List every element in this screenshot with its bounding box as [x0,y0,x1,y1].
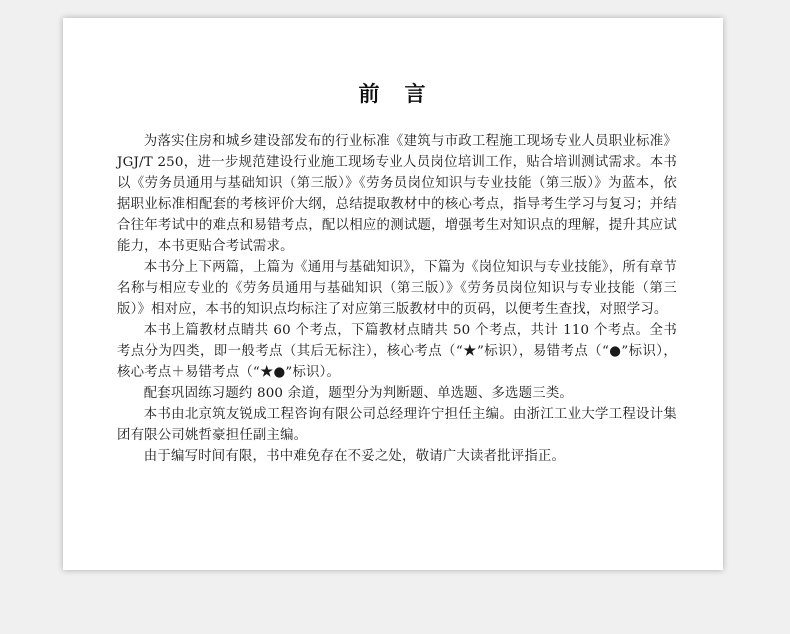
page-title: 前 言 [358,82,428,106]
preface-body [117,131,677,467]
paragraph-2: 本书分上下两篇，上篇为《通用与基础知识》，下篇为《岗位知识与专业技能》，所有章节名称与相应专业的《劳务员通用与基础知识（第三版）》《劳务员岗位知识与专业技能（第三版）》相对应，本书的知识点均标注了对应第三版教材中的页码，以便考生查找，对照学习。 [117,260,677,317]
paragraph-1: 为落实住房和城乡建设部发布的行业标准《建筑与市政工程施工现场专业人员职业标准》JGJ/T 250，进一步规范建设行业施工现场专业人员岗位培训工作，贴合培训测试需求。本书以《劳务员通用与基础知识（第三版）》《劳务员岗位知识与专业技能（第三版）》为蓝本，依据职业标准相配套的考核评价大纲，总结提取教材中的核心考点，指导考生学习与复习；并结合往年考试中的难点和易错考点，配以相应的测试题，增强考生对知识点的理解，提升其应试能力，本书更贴合考试需求。 [117,134,677,254]
paragraph-5: 本书由北京筑友锐成工程咨询有限公司总经理许宁担任主编。由浙江工业大学工程设计集团有限公司姚哲豪担任副主编。 [117,407,677,443]
paragraph-4: 配套巩固练习题约 800 余道，题型分为判断题、单选题、多选题三类。 [143,386,573,401]
document-page [63,18,723,570]
paragraph-6: 由于编写时间有限，书中难免存在不妥之处，敬请广大读者批评指正。 [143,449,566,464]
paragraph-3: 本书上篇教材点睛共 60 个考点，下篇教材点睛共 50 个考点，共计 110 个考点。全书考点分为四类，即一般考点（其后无标注），核心考点（“★”标识），易错考点（“●”标识），核心考点＋易错考点（“★●”标识）。 [117,323,677,380]
